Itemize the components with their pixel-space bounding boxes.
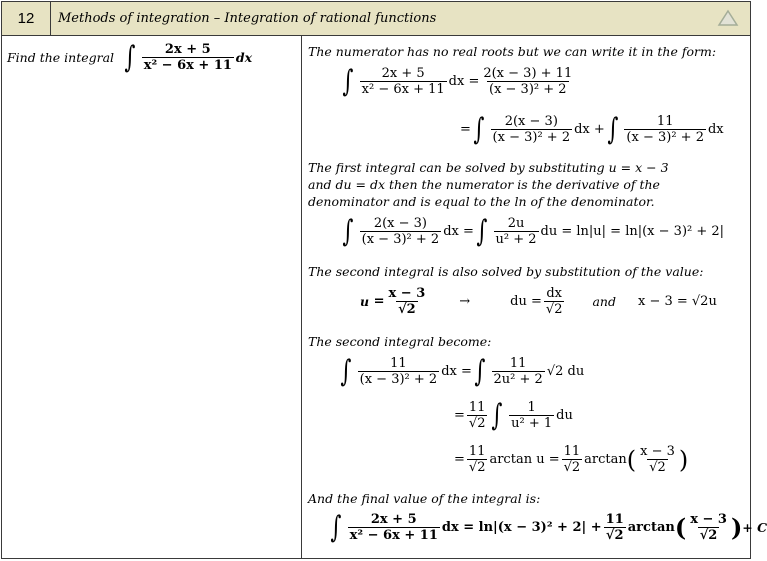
triangle-up-icon[interactable] [718, 10, 738, 26]
eq6-den2: u² + 1 [511, 416, 553, 431]
solution-text-2c: denominator and is equal to the ln of the denominator. [308, 194, 655, 209]
equation-4: u = $\frac{x - 3}{√2}$ → du = $\frac{dx}{√2}$ and x − 3 = √2u [360, 286, 717, 317]
eq6-num2: 1 [527, 400, 536, 415]
eq6-den1: √2 [468, 416, 486, 431]
header-bar [2, 2, 750, 36]
eq8-num1: 2x + 5 [370, 512, 417, 527]
eq8-arctan: arctan [627, 520, 675, 535]
eq1-den1: x² − 6x + 11 [361, 82, 445, 97]
eq6-num1: 11 [468, 400, 486, 415]
solution-text-3: The second integral is also solved by substitution of the value: [308, 264, 704, 279]
eq4-du: du [510, 294, 527, 309]
problem-denominator: x² − 6x + 11 [143, 58, 232, 73]
eq5-num2: 11 [509, 356, 527, 371]
eq1-num1: 2x + 5 [381, 66, 425, 81]
eq3-den2: u² + 2 [495, 232, 537, 247]
eq8-num2: 11 [605, 512, 624, 527]
eq5-tail: √2 du [546, 364, 585, 379]
eq7-arctan: arctan [584, 452, 627, 467]
eq1-num2: 2(x − 3) + 11 [483, 66, 573, 81]
eq7-den3: √2 [649, 460, 666, 475]
eq7-den1: √2 [468, 460, 486, 475]
eq5-den1: (x − 3)² + 2 [359, 372, 438, 387]
eq7-num2: 11 [563, 444, 581, 459]
eq4-relation: x − 3 = √2u [637, 294, 717, 309]
eq4-u: u [360, 294, 370, 309]
equation-8-final: ∫ $\frac{2x + 5}{\text{x² − 6x + 11}}$ dx = ln|(x − 3)² + 2| + $\frac{11}{√2}$ arctan ( $\frac{x - 3}{√2}$ ) + C [330, 509, 767, 545]
problem-fraction [142, 42, 234, 73]
page-title: Methods of integration – Integration of rational functions [58, 11, 437, 26]
equation-6: = $\frac{11}{√2}$ ∫ $\frac{1}{\text{u² + 1}}$ du [454, 397, 573, 433]
eq8-den3: √2 [699, 528, 718, 543]
solution-text-2a: The first integral can be solved by substituting u = x − 3 [308, 160, 669, 175]
equation-5: ∫ $\frac{11}{\text{(x − 3)² + 2}}$ dx = ∫ $\frac{11}{\text{2u² + 2}}$ √2 du [340, 353, 585, 389]
worksheet [1, 1, 767, 559]
eq1-den2: (x − 3)² + 2 [489, 82, 567, 97]
problem-number: 12 [2, 2, 51, 35]
eq3-den1: (x − 3)² + 2 [361, 232, 440, 247]
equation-2: = ∫ $\frac{2(x - 3)}{\text{(x − 3)² + 2}}$ dx + ∫ $\frac{11}{\text{(x − 3)² + 2}}$ dx [460, 111, 724, 147]
eq4-den1: √2 [398, 302, 416, 317]
eq8-num3: x − 3 [690, 512, 727, 527]
problem-prompt: Find the integral [7, 50, 115, 65]
eq6-tail: du [556, 408, 573, 423]
eq2-num2: 11 [656, 114, 674, 129]
solution-text-2b: and du = dx then the numerator is the derivative of the [308, 177, 660, 192]
eq2-den2: (x − 3)² + 2 [626, 130, 704, 145]
eq8-constant: + C [742, 520, 767, 535]
eq5-den2: 2u² + 2 [493, 372, 543, 387]
eq4-and: and [592, 294, 616, 309]
eq5-num1: 11 [390, 356, 407, 371]
solution-text-5: And the final value of the integral is: [308, 491, 541, 506]
eq2-den1: (x − 3)² + 2 [492, 130, 571, 145]
eq8-den1: x² − 6x + 11 [349, 528, 438, 543]
solution-text-1: The numerator has no real roots but we can write it in the form: [308, 44, 717, 59]
eq7-num3: x − 3 [640, 444, 675, 459]
equation-7: = $\frac{11}{√2}$ arctan u = $\frac{11}{√2}$ arctan ( $\frac{x - 3}{√2}$ ) [454, 444, 689, 475]
eq7-mid: arctan u = [489, 452, 560, 467]
eq4-den2: √2 [545, 302, 563, 317]
eq3-num1: 2(x − 3) [373, 216, 427, 231]
eq8-mid: dx = ln|(x − 3)² + 2| + [441, 520, 602, 535]
arrow-right-icon: → [459, 294, 471, 309]
eq3-num2: 2u [507, 216, 525, 231]
eq7-num1: 11 [468, 444, 486, 459]
problem-statement [7, 39, 253, 75]
equation-1: ∫ $\frac{2x + 5}{\text{x² − 6x + 11}}$ dx = $\frac{2(x - 3) + 11}{\text{(x − 3)² + 2}}$ [342, 63, 573, 99]
eq3-rhs: du = ln|u| = ln|(x − 3)² + 2| [540, 224, 725, 239]
problem-numerator: 2x + 5 [164, 42, 211, 57]
problem-dx: dx [235, 50, 253, 65]
integral-symbol: ∫ [124, 39, 136, 75]
eq2-num1: 2(x − 3) [504, 114, 558, 129]
eq7-den2: √2 [563, 460, 581, 475]
eq8-den2: √2 [605, 528, 624, 543]
column-divider [301, 36, 302, 558]
equation-3: ∫ $\frac{2(x - 3)}{\text{(x − 3)² + 2}}$ dx = ∫ $\frac{2u}{\text{u² + 2}}$ du = ln|u| = ln|(x − 3)² + 2| [342, 213, 725, 249]
eq4-num1: x − 3 [388, 286, 426, 301]
eq4-num2: dx [546, 286, 563, 301]
solution-text-4: The second integral become: [308, 334, 492, 349]
